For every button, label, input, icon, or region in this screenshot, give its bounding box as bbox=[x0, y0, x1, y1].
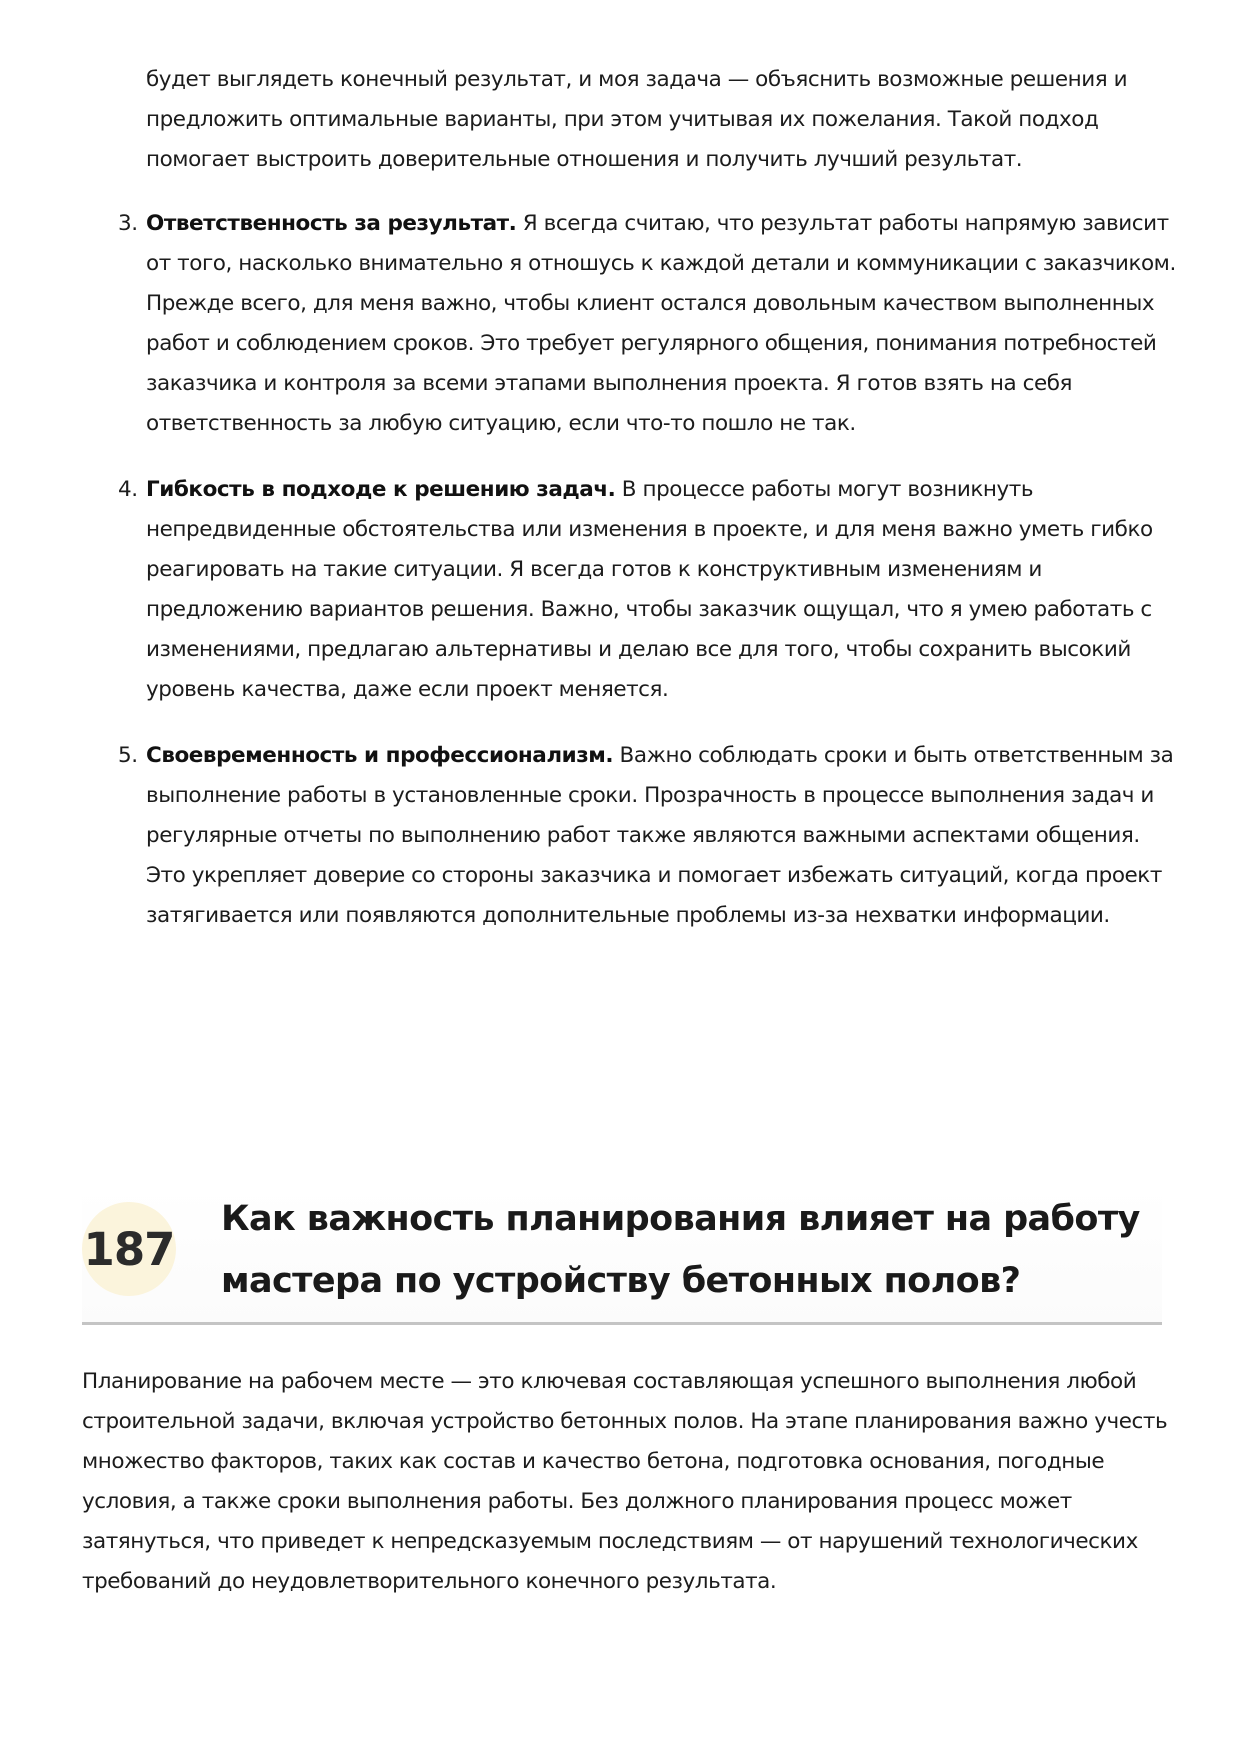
continuation-paragraph: будет выглядеть конечный результат, и моя задача — объяснить возможные решения и предложить оптимальные варианты, при этом учитывая их пожелания. Такой подход помогает выстроить доверительные отношения и получить лучший результат. bbox=[146, 67, 1128, 172]
list-number: 5. bbox=[118, 743, 138, 768]
section-title: Как важность планирования влияет на работу мастера по устройству бетонных полов? bbox=[221, 1199, 1140, 1301]
body-paragraph: Планирование на рабочем месте — это ключевая составляющая успешного выполнения любой строительной задачи, включая устройство бетонных полов. На этапе планирования важно учесть множество факторов, таких как состав и качество бетона, подготовка основания, погодные условия, а также сроки выполнения работы. Без должного планирования процесс может затянуться, что приведет к непредсказуемым последствиям — от нарушений технологических требований до неудовлетворительного конечного результата. bbox=[82, 1369, 1168, 1594]
list-item-text: Я всегда считаю, что результат работы напрямую зависит от того, насколько внимательно я отношусь к каждой детали и коммуникации с заказчиком. Прежде всего, для меня важно, чтобы клиент остался довольным качеством выполненных работ и соблюдением сроков. Это требует регулярного общения, понимания потребностей заказчика и контроля за всеми этапами выполнения проекта. Я готов взять на себя ответственность за любую ситуацию, если что-то пошло не так. bbox=[146, 211, 1176, 436]
list-item-title: Гибкость в подходе к решению задач. bbox=[146, 477, 616, 502]
list-number: 3. bbox=[118, 211, 138, 236]
list-item-title: Ответственность за результат. bbox=[146, 211, 517, 236]
list-item bbox=[118, 470, 1176, 710]
section-heading bbox=[82, 1188, 1162, 1325]
list-item bbox=[118, 736, 1176, 936]
list-item-title: Своевременность и профессионализм. bbox=[146, 743, 614, 768]
section-number-badge: 187 bbox=[82, 1202, 176, 1296]
list-item bbox=[118, 204, 1176, 444]
list-number: 4. bbox=[118, 477, 138, 502]
list-item-text: В процессе работы могут возникнуть непредвиденные обстоятельства или изменения в проекте, и для меня важно уметь гибко реагировать на такие ситуации. Я всегда готов к конструктивным изменениям и предложению вариантов решения. Важно, чтобы заказчик ощущал, что я умею работать с изменениями, предлагаю альтернативы и делаю все для того, чтобы сохранить высокий уровень качества, даже если проект меняется. bbox=[146, 477, 1153, 702]
numbered-list bbox=[118, 204, 1176, 962]
list-item-text: Важно соблюдать сроки и быть ответственным за выполнение работы в установленные сроки. Прозрачность в процессе выполнения задач и регулярные отчеты по выполнению работ также являются важными аспектами общения. Это укрепляет доверие со стороны заказчика и помогает избежать ситуаций, когда проект затягивается или появляются дополнительные проблемы из-за нехватки информации. bbox=[146, 743, 1174, 928]
